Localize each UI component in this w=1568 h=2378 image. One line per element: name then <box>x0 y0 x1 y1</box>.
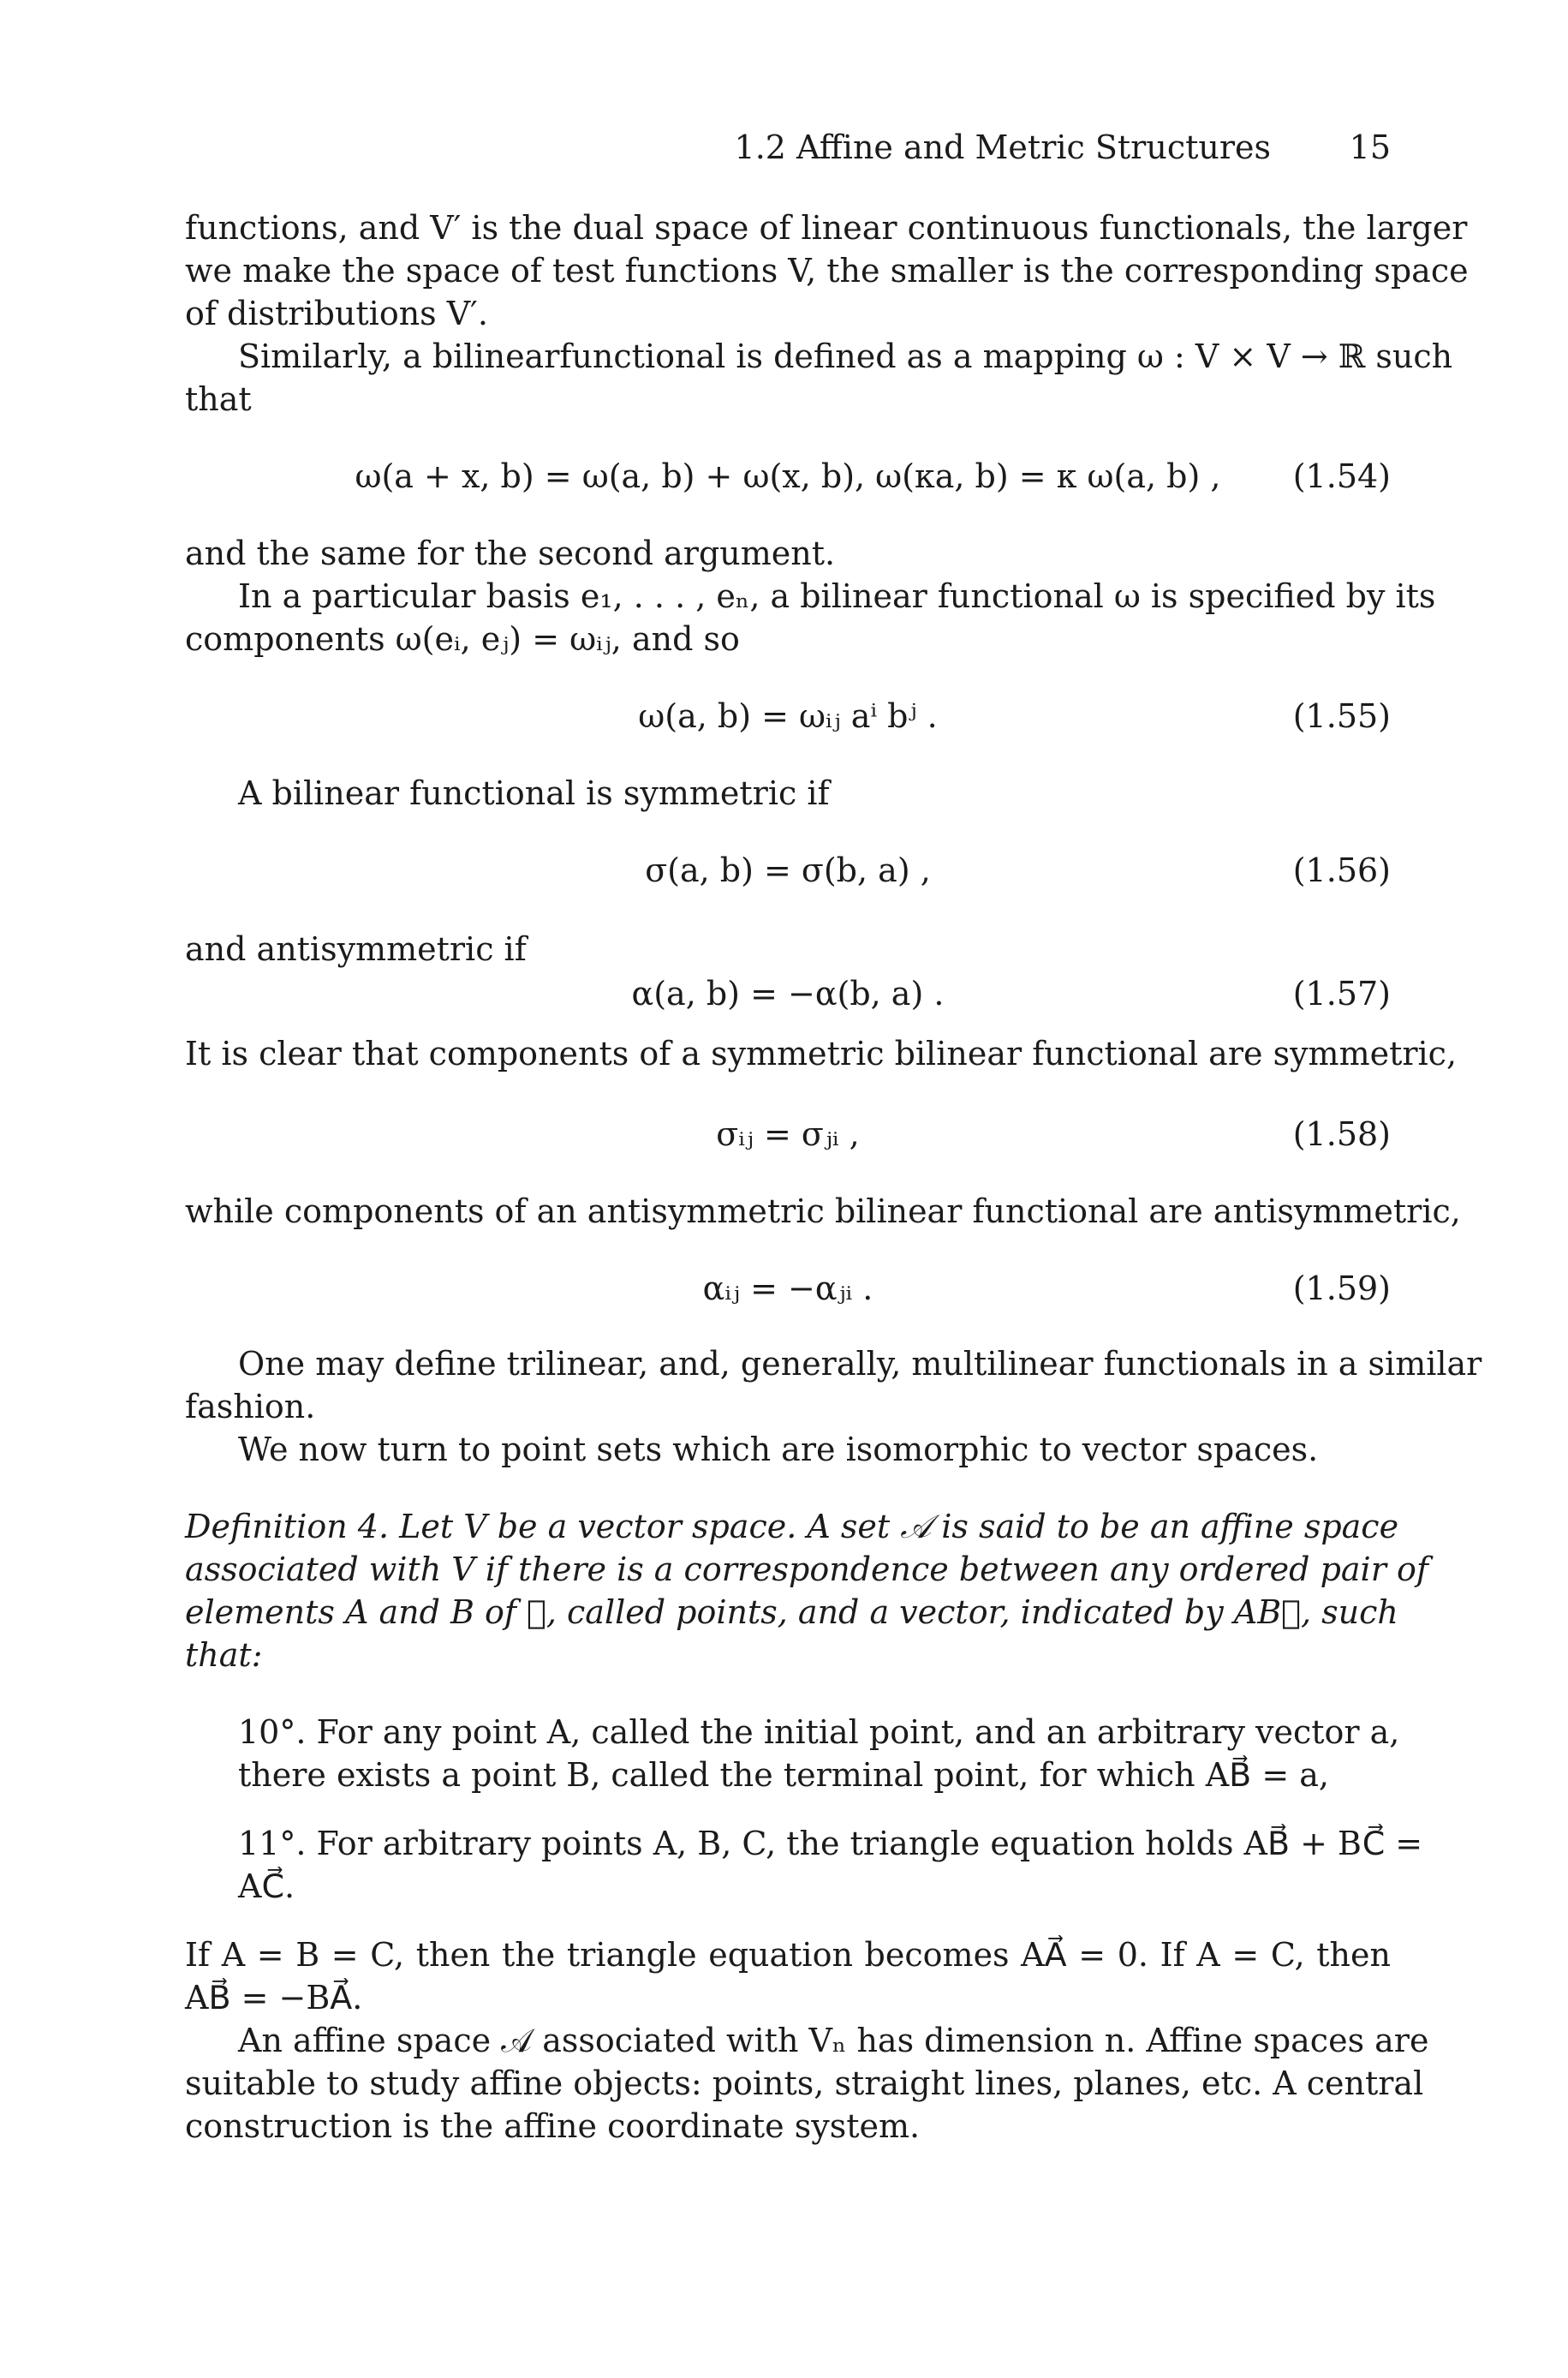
text-line: construction is the affine coordinate system. <box>185 2107 921 2145</box>
text-line: One may define trilinear, and, generally, multilinear functionals in a similar <box>238 1345 1482 1383</box>
text-line: If A = B = C, then the triangle equation becomes AA⃗ = 0. If A = C, then <box>185 1936 1391 1974</box>
equation-formula: ω(a, b) = ωᵢⱼ aⁱ bʲ . <box>638 697 938 735</box>
text-line: that <box>185 380 252 418</box>
text-line: and antisymmetric if <box>185 930 527 968</box>
page-number: 15 <box>1349 128 1391 166</box>
definition-line: elements A and B of 𝒜, called points, and a vector, indicated by AB⃗, such <box>185 1593 1398 1631</box>
axiom-line: there exists a point B, called the terminal point, for which AB⃗ = a, <box>238 1756 1329 1794</box>
text-line: components ω(eᵢ, eⱼ) = ωᵢⱼ, and so <box>185 620 740 658</box>
definition-line: Definition 4. Let V be a vector space. A set 𝒜 is said to be an affine space <box>185 1508 1399 1545</box>
equation-formula: σ(a, b) = σ(b, a) , <box>645 851 931 889</box>
equation-number: (1.54) <box>1292 457 1391 495</box>
text-line: In a particular basis e₁, . . . , eₙ, a bilinear functional ω is specified by its <box>238 577 1436 615</box>
text-line: Similarly, a bilinearfunctional is defined as a mapping ω : V × V → ℝ such <box>238 338 1453 375</box>
axiom-line: 11°. For arbitrary points A, B, C, the triangle equation holds AB⃗ + BC⃗ = <box>238 1825 1423 1862</box>
section-title: 1.2 Affine and Metric Structures <box>734 128 1271 166</box>
text-line: of distributions V′. <box>185 295 488 332</box>
text-line: A bilinear functional is symmetric if <box>238 774 830 812</box>
text-line: we make the space of test functions V, the smaller is the corresponding space <box>185 252 1469 290</box>
equation-number: (1.57) <box>1292 975 1391 1013</box>
text-line: We now turn to point sets which are isomorphic to vector spaces. <box>238 1431 1319 1468</box>
text-line: fashion. <box>185 1388 316 1425</box>
equation-formula: ω(a + x, b) = ω(a, b) + ω(x, b), ω(κa, b) = κ ω(a, b) , <box>355 457 1221 495</box>
text-line: functions, and V′ is the dual space of linear continuous functionals, the larger <box>185 209 1468 247</box>
equation-number: (1.55) <box>1292 697 1391 735</box>
axiom-line: 10°. For any point A, called the initial point, and an arbitrary vector a, <box>238 1713 1400 1751</box>
text-line: and the same for the second argument. <box>185 535 836 572</box>
definition-line: that: <box>185 1636 263 1674</box>
definition-line: associated with V if there is a correspondence between any ordered pair of <box>185 1550 1428 1588</box>
equation-number: (1.58) <box>1292 1115 1391 1153</box>
axiom-line: AC⃗. <box>238 1867 295 1905</box>
running-header <box>185 125 1391 170</box>
equation-number: (1.56) <box>1292 851 1391 889</box>
equation-formula: α(a, b) = −α(b, a) . <box>631 975 945 1013</box>
text-line: suitable to study affine objects: points, straight lines, planes, etc. A central <box>185 2064 1424 2102</box>
equation-formula: σᵢⱼ = σⱼᵢ , <box>716 1115 860 1153</box>
text-line: An affine space 𝒜 associated with Vₙ has dimension n. Affine spaces are <box>238 2022 1429 2059</box>
equation-number: (1.59) <box>1292 1270 1391 1307</box>
text-line: It is clear that components of a symmetric bilinear functional are symmetric, <box>185 1035 1458 1072</box>
equation-formula: αᵢⱼ = −αⱼᵢ . <box>702 1270 873 1307</box>
text-line: while components of an antisymmetric bilinear functional are antisymmetric, <box>185 1192 1461 1230</box>
text-line: AB⃗ = −BA⃗. <box>185 1979 363 2017</box>
